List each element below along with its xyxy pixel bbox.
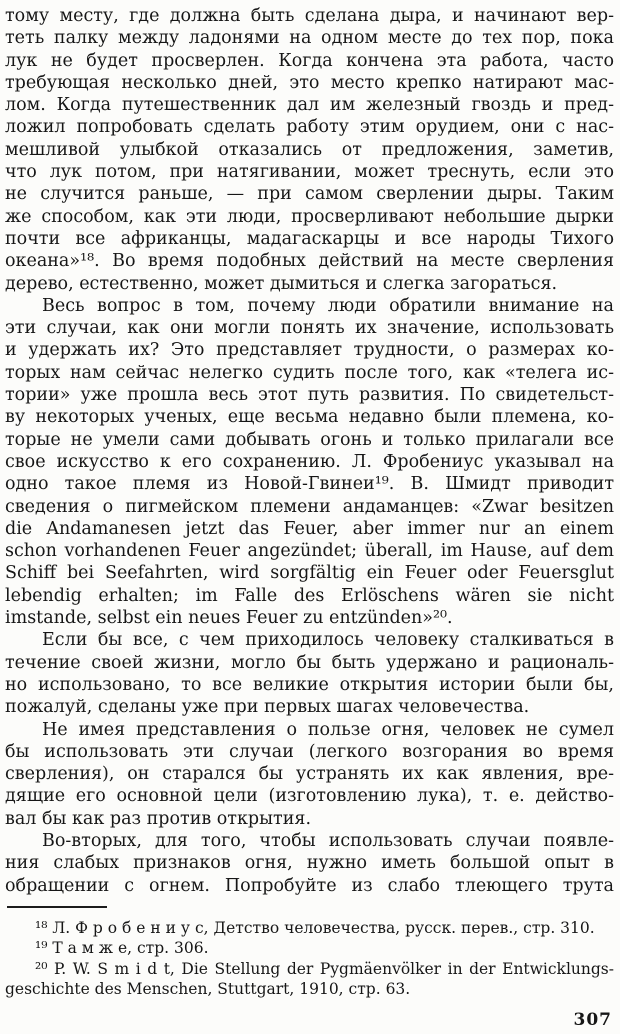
text-line: бы использовать эти случаи (легкого возгорания во время: [5, 741, 614, 762]
text-line: и удержать их? Это представляет трудности, о размерах ко-: [5, 340, 614, 361]
text-line: почти все африканцы, мадагаскарцы и все народы Тихого: [5, 228, 614, 249]
text-line: Schiff bei Seefahrten, wird sorgfältig ein Feuer oder Feuersglut: [5, 563, 614, 584]
text-line: дящие его основной цели (изготовлению лука), т. е. действо-: [5, 786, 614, 807]
text-line: Весь вопрос в том, почему люди обратили внимание на: [42, 295, 614, 316]
text-line: Во-вторых, для того, чтобы использовать случаи появле-: [42, 830, 614, 851]
text-line: schon vorhandenen Feuer angezündet; überall, im Hause, auf dem: [5, 541, 614, 562]
text-line: ву некоторых ученых, еще весьма недавно были племена, ко-: [5, 407, 614, 428]
text-line: ложил попробовать сделать работу этим орудием, они с нас-: [5, 117, 614, 138]
text-line: die Andamanesen jetzt das Feuer, aber immer nur an einem: [5, 518, 614, 539]
text-line: торые не умели сами добывать огонь и только прилагали все: [5, 429, 614, 450]
text-line: lebendig erhalten; im Falle des Erlöschens wären sie nicht: [5, 585, 614, 606]
body-text: [5, 5, 614, 897]
text-line: теть палку между ладонями на одном месте до тех пор, пока: [5, 28, 614, 49]
text-line: торых нам сейчас нелегко судить после того, как «телега ис-: [5, 362, 614, 383]
text-line: сверления), он старался бы устранять их как явления, вре-: [5, 764, 614, 785]
text-line: дерево, естественно, может дымиться и слегка загораться.: [5, 273, 558, 294]
text-line: течение своей жизни, могло бы быть удержано и рациональ-: [5, 652, 614, 673]
footnotes: [5, 918, 614, 1000]
text-line: лук не будет просверлен. Когда кончена эта работа, часто: [5, 50, 614, 71]
text-line: вал бы как раз против открытия.: [5, 808, 312, 829]
text-line: ¹⁸ Л. Ф р о б е н и у с, Детство человечества, русск. перев., стр. 310.: [35, 918, 595, 937]
text-line: мешливой улыбкой отказались от предложения, заметив,: [5, 139, 614, 160]
text-line: пожалуй, сделаны уже при первых шагах человечества.: [5, 697, 530, 718]
text-line: лом. Когда путешественник дал им железный гвоздь и пред-: [5, 95, 614, 116]
text-line: океана»¹⁸. Во время подобных действий на месте сверления: [5, 251, 614, 272]
text-line: что лук потом, при натягивании, может треснуть, если это: [5, 162, 614, 183]
text-line: ²⁰ P. W. S m i d t, Die Stellung der Pygmäenvölker in der Entwicklungs-: [35, 959, 614, 978]
text-line: geschichte des Menschen, Stuttgart, 1910, стр. 63.: [5, 980, 411, 999]
footnote-separator: [7, 906, 107, 908]
text-line: сведения о пигмейском племени андаманцев: «Zwar besitzen: [5, 496, 614, 517]
text-line: но использовано, то все великие открытия истории были бы,: [5, 674, 614, 695]
text-line: не случится раньше, — при самом сверлении дыры. Таким: [5, 184, 614, 205]
text-line: imstande, selbst ein neues Feuer zu entzünden»²⁰.: [5, 608, 453, 629]
page-number: 307: [573, 1010, 612, 1030]
text-line: свое искусство к его сохранению. Л. Фробениус указывал на: [5, 451, 614, 472]
text-line: эти случаи, как они могли понять их значение, использовать: [5, 318, 614, 339]
text-line: одно такое племя из Новой-Гвинеи¹⁹. В. Шмидт приводит: [5, 474, 614, 495]
text-line: обращении с огнем. Попробуйте из слабо тлеющего трута: [5, 875, 614, 896]
text-line: тории» уже прошла весь этот путь развития. По свидетельст-: [5, 385, 614, 406]
text-line: тому месту, где должна быть сделана дыра, и начинают вер-: [5, 6, 614, 26]
text-line: Не имея представления о пользе огня, человек не сумел: [42, 719, 614, 740]
text-line: же способом, как эти люди, просверливают небольшие дырки: [5, 206, 614, 227]
text-line: ¹⁹ Т а м ж е, стр. 306.: [35, 939, 209, 958]
text-line: требующая несколько дней, это место крепко натирают мас-: [5, 72, 614, 93]
text-line: ния слабых признаков огня, нужно иметь большой опыт в: [5, 853, 614, 874]
text-line: Если бы все, с чем приходилось человеку сталкиваться в: [42, 630, 614, 651]
